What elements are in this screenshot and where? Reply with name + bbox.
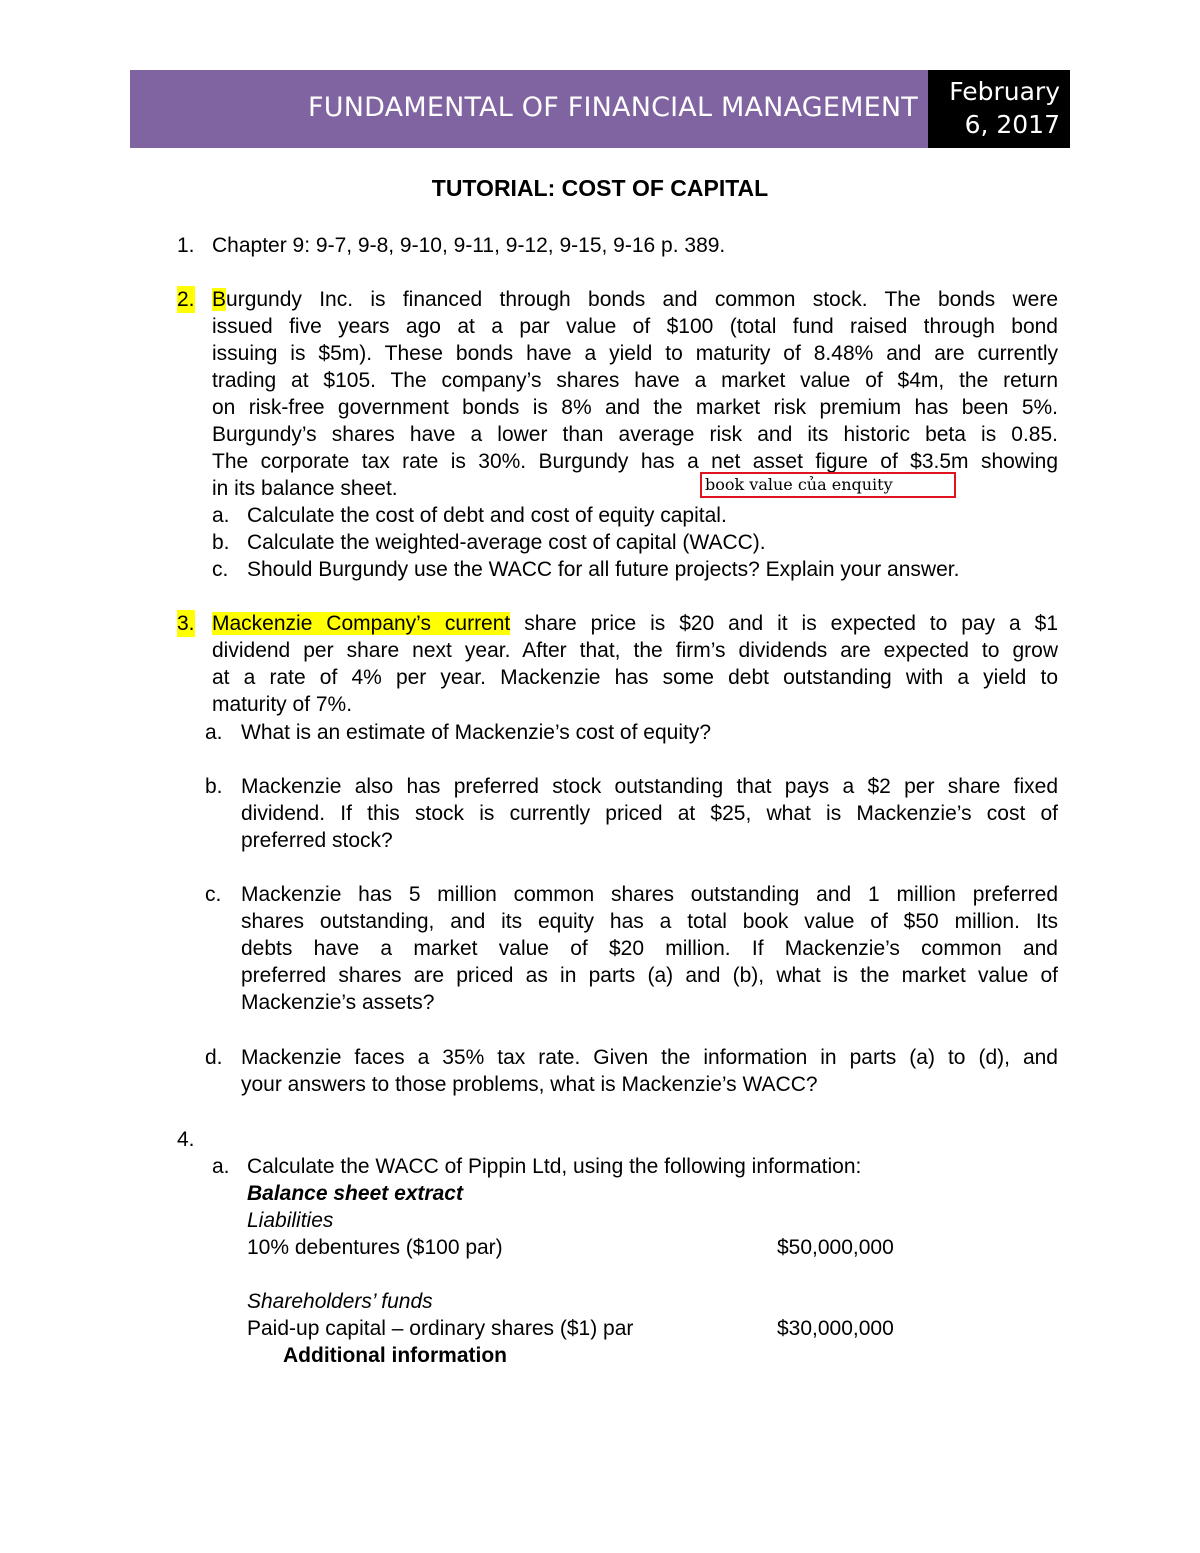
- q2-line-7: The corporate tax rate is 30%. Burgundy has a net asset figure of $3.5m showing: [212, 450, 1058, 473]
- q2-line-3: issuing is $5m). These bonds have a yield to maturity of 8.48% and are currently: [212, 342, 1058, 365]
- q3-line-4: maturity of 7%.: [212, 693, 353, 716]
- q3-line-2: dividend per share next year. After that, the firm’s dividends are expected to grow: [212, 639, 1058, 662]
- q3-part-b-line-1: Mackenzie also has preferred stock outstanding that pays a $2 per share fixed: [241, 775, 1058, 798]
- q1-number: 1.: [177, 234, 195, 257]
- q1-text: Chapter 9: 9-7, 9-8, 9-10, 9-11, 9-12, 9-15, 9-16 p. 389.: [212, 234, 726, 257]
- q2-number: 2.: [177, 288, 195, 311]
- q3-part-a-line-1: What is an estimate of Mackenzie’s cost of equity?: [241, 721, 711, 744]
- annotation-box: book value của enquity: [700, 472, 956, 498]
- q3-part-d-line-2: your answers to those problems, what is Mackenzie’s WACC?: [241, 1073, 818, 1096]
- q3-part-b-line-2: dividend. If this stock is currently priced at $25, what is Mackenzie’s cost of: [241, 802, 1058, 825]
- debentures-label: 10% debentures ($100 par): [247, 1236, 503, 1259]
- q4-part-a-text: Calculate the WACC of Pippin Ltd, using the following information:: [247, 1155, 862, 1178]
- q3-part-d-line-1: Mackenzie faces a 35% tax rate. Given the information in parts (a) to (d), and: [241, 1046, 1058, 1069]
- q2-line-1: Burgundy Inc. is financed through bonds and common stock. The bonds were: [212, 288, 1058, 311]
- q4-part-a-label: a.: [212, 1155, 230, 1178]
- q4-number: 4.: [177, 1128, 195, 1151]
- q2-line-8: in its balance sheet.: [212, 477, 398, 500]
- q3-part-c-line-1: Mackenzie has 5 million common shares outstanding and 1 million preferred: [241, 883, 1058, 906]
- q2-line-4: trading at $105. The company’s shares have a market value of $4m, the return: [212, 369, 1058, 392]
- paidup-capital-value: $30,000,000: [777, 1317, 894, 1340]
- date-line-1: February: [949, 77, 1060, 106]
- additional-info-heading: Additional information: [283, 1344, 507, 1367]
- q3-highlight: Mackenzie Company’s current: [212, 612, 511, 635]
- q2-line-6: Burgundy’s shares have a lower than average risk and its historic beta is 0.85.: [212, 423, 1058, 446]
- q2-line-2: issued five years ago at a par value of $100 (total fund raised through bond: [212, 315, 1058, 338]
- q3-part-c-line-4: preferred shares are priced as in parts (a) and (b), what is the market value of: [241, 964, 1058, 987]
- q2-part-b-text: Calculate the weighted-average cost of capital (WACC).: [247, 531, 766, 554]
- shareholders-heading: Shareholders’ funds: [247, 1290, 433, 1313]
- q3-part-b-label: b.: [205, 775, 223, 798]
- header-date: [928, 70, 1070, 148]
- course-title: FUNDAMENTAL OF FINANCIAL MANAGEMENT: [308, 92, 918, 123]
- q3-number: 3.: [177, 612, 195, 635]
- q2-part-c-text: Should Burgundy use the WACC for all future projects? Explain your answer.: [247, 558, 960, 581]
- header-banner: [130, 70, 928, 148]
- q3-part-c-line-2: shares outstanding, and its equity has a total book value of $50 million. Its: [241, 910, 1058, 933]
- liabilities-heading: Liabilities: [247, 1209, 334, 1232]
- debentures-value: $50,000,000: [777, 1236, 894, 1259]
- q3-line-1: Mackenzie Company’s current share price is $20 and it is expected to pay a $1: [212, 612, 1058, 635]
- page-title: TUTORIAL: COST OF CAPITAL: [431, 175, 769, 201]
- q2-part-a-label: a.: [212, 504, 230, 527]
- q3-part-b-line-3: preferred stock?: [241, 829, 393, 852]
- q2-first-letter: B: [212, 288, 227, 311]
- q2-part-b-label: b.: [212, 531, 230, 554]
- q3-part-c-label: c.: [205, 883, 222, 906]
- q3-part-d-label: d.: [205, 1046, 223, 1069]
- q3-line-3: at a rate of 4% per year. Mackenzie has some debt outstanding with a yield to: [212, 666, 1058, 689]
- q3-part-a-label: a.: [205, 721, 223, 744]
- q2-part-a-text: Calculate the cost of debt and cost of equity capital.: [247, 504, 727, 527]
- paidup-capital-label: Paid-up capital – ordinary shares ($1) par: [247, 1317, 634, 1340]
- q2-part-c-label: c.: [212, 558, 229, 581]
- q3-part-c-line-3: debts have a market value of $20 million. If Mackenzie’s common and: [241, 937, 1058, 960]
- date-line-2: 6, 2017: [964, 110, 1060, 139]
- q2-line-5: on risk-free government bonds is 8% and the market risk premium has been 5%.: [212, 396, 1058, 419]
- balance-sheet-heading: Balance sheet extract: [247, 1182, 463, 1205]
- q3-part-c-line-5: Mackenzie’s assets?: [241, 991, 435, 1014]
